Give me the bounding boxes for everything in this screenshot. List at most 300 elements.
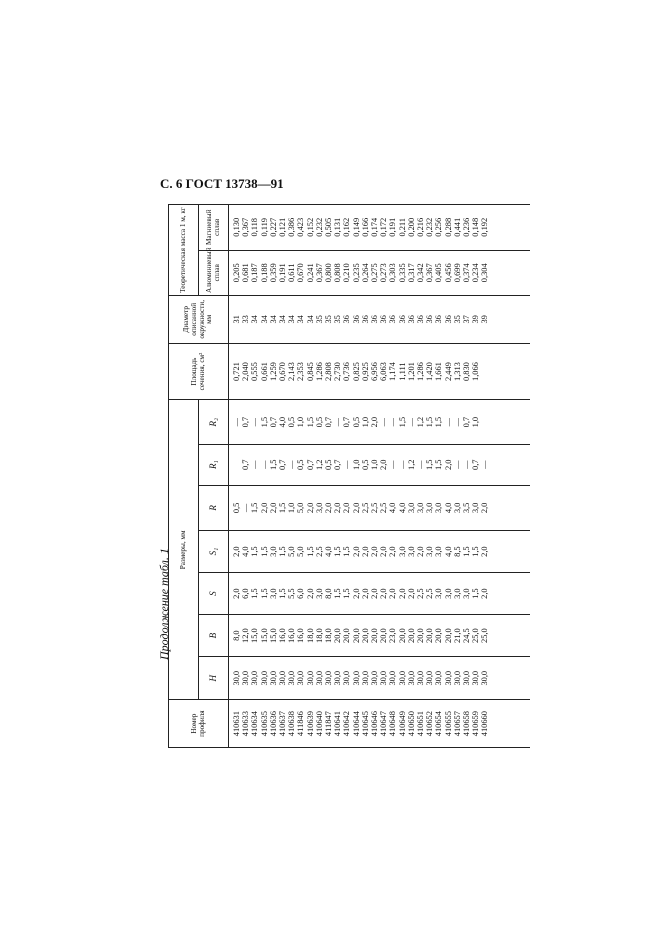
cell-al: 0,235 <box>351 263 361 283</box>
cell-profile-no: 410635 <box>259 711 269 737</box>
cell-r: 4,0 <box>397 502 407 514</box>
profile-table <box>168 204 530 748</box>
cell-b: 20,0 <box>434 628 444 643</box>
cell-profile-no: 410641 <box>333 711 343 737</box>
cell-b: 20,0 <box>416 628 426 643</box>
cell-b: 15,0 <box>259 628 269 643</box>
cell-mg: 0,162 <box>342 217 352 237</box>
cell-r: 3,0 <box>452 502 462 514</box>
cell-r1: 0,7 <box>241 459 251 470</box>
cell-al: 0,210 <box>342 263 352 283</box>
cell-al: 0,670 <box>296 263 306 283</box>
cell-b: 20,0 <box>443 628 453 643</box>
cell-profile-no: 410639 <box>305 711 315 737</box>
cell-b: 16,0 <box>296 628 306 643</box>
cell-profile-no: 410631 <box>232 711 241 737</box>
cell-b: 20,0 <box>333 628 343 643</box>
cell-s1: 1,5 <box>278 546 288 557</box>
cell-r2: 1,0 <box>360 416 370 428</box>
cell-area: 1,201 <box>406 362 416 381</box>
cell-profile-no: 410636 <box>268 711 278 737</box>
cell-s1: 4,0 <box>324 546 334 557</box>
cell-mg: 0,131 <box>333 217 343 237</box>
cell-al: 0,275 <box>370 263 380 283</box>
cell-s: 1,5 <box>471 588 481 599</box>
cell-profile-no: 410633 <box>241 711 251 737</box>
cell-s1: 5,0 <box>296 546 306 557</box>
cell-r1: — <box>416 460 426 469</box>
column-s <box>229 573 531 615</box>
cell-al: 0,205 <box>232 263 241 283</box>
cell-h: 30,0 <box>259 670 269 686</box>
cell-mg: 0,211 <box>397 218 407 237</box>
cell-r2: 0,7 <box>241 416 251 428</box>
cell-s1: 2,0 <box>416 546 426 557</box>
cell-profile-no: 410660 <box>480 711 490 737</box>
cell-h: 30,0 <box>370 670 380 686</box>
cell-r1: 1,5 <box>434 459 444 470</box>
cell-h: 30,0 <box>443 670 453 686</box>
cell-b: 25,0 <box>480 628 490 643</box>
cell-s: 2,0 <box>397 588 407 599</box>
cell-h: 30,0 <box>416 670 426 686</box>
cell-r: 3,0 <box>471 502 481 514</box>
cell-mg: 0,149 <box>351 217 361 237</box>
column-diameter <box>229 295 531 343</box>
cell-b: 15,0 <box>250 628 260 643</box>
cell-h: 30,0 <box>425 670 435 686</box>
cell-mg: 0,118 <box>250 218 260 237</box>
header-profile-no: Номер профиля <box>169 700 229 748</box>
cell-mg: 0,256 <box>434 217 444 237</box>
cell-r: 3,0 <box>406 502 416 514</box>
cell-h: 30,0 <box>342 670 352 686</box>
cell-r: 4,0 <box>443 502 453 514</box>
cell-r1: 0,7 <box>305 459 315 470</box>
cell-s1: 2,0 <box>370 546 380 557</box>
cell-diameter: 34 <box>287 315 297 324</box>
cell-s: 2,0 <box>406 588 416 599</box>
cell-profile-no: 410634 <box>250 711 260 737</box>
cell-s1: 3,0 <box>268 546 278 557</box>
cell-diameter: 36 <box>397 315 407 324</box>
cell-s: 2,5 <box>425 588 435 599</box>
cell-r2: 1,5 <box>425 416 435 428</box>
cell-r1 <box>232 447 241 483</box>
cell-s1: 2,0 <box>388 546 398 557</box>
cell-r2: — <box>406 417 416 427</box>
cell-s1: 1,5 <box>259 546 269 557</box>
cell-profile-no: 410645 <box>360 711 370 737</box>
cell-r1: 2,0 <box>443 459 453 470</box>
cell-area: 2,353 <box>296 362 306 381</box>
header-r: R <box>199 485 229 530</box>
cell-h: 30,0 <box>388 670 398 686</box>
cell-profile-no: 410646 <box>370 711 380 737</box>
cell-s1: 1,5 <box>342 546 352 557</box>
cell-r2: — <box>388 417 398 427</box>
cell-s: 1,5 <box>250 588 260 599</box>
cell-diameter: 34 <box>259 315 269 324</box>
cell-r1: 1,5 <box>268 459 278 470</box>
cell-area: 1,420 <box>425 362 435 381</box>
cell-al: 0,405 <box>434 263 444 283</box>
cell-s1: 2,5 <box>314 546 324 557</box>
cell-mg: 0,130 <box>232 217 241 237</box>
cell-s1: 1,5 <box>471 546 481 557</box>
cell-b: 20,0 <box>379 628 389 643</box>
cell-s: 1,5 <box>333 588 343 599</box>
cell-b: 18,0 <box>324 628 334 643</box>
cell-area: 1,661 <box>434 362 444 381</box>
cell-r1: — <box>287 460 297 469</box>
cell-diameter: 36 <box>443 315 453 324</box>
cell-area: 0,736 <box>342 362 352 381</box>
cell-b: 20,0 <box>351 628 361 643</box>
cell-mg: 0,232 <box>314 217 324 237</box>
cell-mg: 0,192 <box>480 217 490 237</box>
cell-profile-no: 411846 <box>296 711 306 737</box>
cell-r1: — <box>250 460 260 469</box>
column-s1 <box>229 531 531 573</box>
cell-r2: 2,0 <box>370 416 380 428</box>
cell-r2: 1,0 <box>296 416 306 428</box>
cell-diameter: 35 <box>333 315 343 324</box>
cell-area: 0,830 <box>462 362 472 381</box>
cell-mg: 0,367 <box>241 217 251 237</box>
cell-r2: — <box>452 417 462 427</box>
cell-diameter: 33 <box>241 315 251 324</box>
cell-s1: 2,0 <box>232 546 241 557</box>
cell-r: 2,0 <box>480 502 490 514</box>
cell-r: 4,0 <box>388 502 398 514</box>
cell-r1: 0,5 <box>360 459 370 470</box>
cell-r1: — <box>388 460 398 469</box>
cell-h: 30,0 <box>360 670 370 686</box>
cell-diameter: 36 <box>434 315 444 324</box>
cell-s: 2,0 <box>351 588 361 599</box>
cell-al: 0,304 <box>480 263 490 283</box>
cell-r: 3,0 <box>314 502 324 514</box>
column-r1 <box>229 444 531 485</box>
cell-r: 1,5 <box>278 502 288 514</box>
cell-r1: 1,0 <box>370 459 380 470</box>
cell-mg: 0,148 <box>471 217 481 237</box>
cell-profile-no: 410649 <box>397 711 407 737</box>
cell-s1: 3,0 <box>425 546 435 557</box>
cell-r1: 2,0 <box>379 459 389 470</box>
cell-r: 2,0 <box>268 502 278 514</box>
cell-r2: 1,5 <box>259 416 269 428</box>
cell-r1: 1,2 <box>406 459 416 470</box>
cell-r2: 0,7 <box>462 416 472 428</box>
cell-mg: 0,166 <box>360 217 370 237</box>
cell-r1: — <box>259 460 269 469</box>
cell-s: 2,0 <box>360 588 370 599</box>
cell-b: 23,0 <box>388 628 398 643</box>
cell-h: 30,0 <box>232 670 241 686</box>
cell-s: 2,5 <box>416 588 426 599</box>
cell-s1: 2,0 <box>379 546 389 557</box>
cell-r: 2,0 <box>351 502 361 514</box>
cell-h: 30,0 <box>480 670 490 686</box>
cell-diameter: 36 <box>388 315 398 324</box>
cell-s: 5,5 <box>287 588 297 599</box>
cell-r: 2,0 <box>305 502 315 514</box>
cell-r1: — <box>342 460 352 469</box>
cell-diameter: 31 <box>232 315 241 324</box>
cell-b: 21,0 <box>452 628 462 643</box>
cell-profile-no: 410655 <box>443 711 453 737</box>
cell-al: 0,234 <box>471 263 481 283</box>
cell-area: 1,111 <box>397 362 407 381</box>
cell-al: 0,317 <box>406 263 416 283</box>
cell-s: 1,5 <box>259 588 269 599</box>
cell-r1: 1,2 <box>314 459 324 470</box>
header-h: H <box>199 657 229 700</box>
cell-r: 3,5 <box>462 502 472 514</box>
cell-b: 24,5 <box>462 628 472 643</box>
cell-h: 30,0 <box>351 670 361 686</box>
cell-area: 2,808 <box>324 362 334 381</box>
cell-area: 2,449 <box>443 362 453 381</box>
cell-r1: 0,7 <box>333 459 343 470</box>
cell-r2: — <box>443 417 453 427</box>
cell-area: 2,040 <box>241 362 251 381</box>
cell-s: 3,0 <box>268 588 278 599</box>
cell-r: 2,0 <box>333 502 343 514</box>
cell-s: 8,0 <box>324 588 334 599</box>
cell-r: 2,0 <box>342 502 352 514</box>
cell-area: 1,174 <box>388 362 398 381</box>
cell-s1: 4,0 <box>443 546 453 557</box>
cell-r2: 1,5 <box>434 416 444 428</box>
cell-al: 0,303 <box>388 263 398 283</box>
cell-al: 0,681 <box>241 263 251 283</box>
cell-r: 3,0 <box>416 502 426 514</box>
header-r2: R₂ <box>199 400 229 444</box>
cell-r1: 0,5 <box>296 459 306 470</box>
cell-r1: 0,7 <box>278 459 288 470</box>
cell-diameter: 35 <box>324 315 334 324</box>
cell-profile-no: 410638 <box>287 711 297 737</box>
header-area: Площадь сечения, см² <box>169 343 229 400</box>
cell-diameter: 36 <box>406 315 416 324</box>
cell-profile-no: 410657 <box>452 711 462 737</box>
cell-r2: 1,5 <box>397 416 407 428</box>
cell-r: 2,5 <box>379 502 389 514</box>
cell-r: 2,0 <box>324 502 334 514</box>
cell-mg: 0,423 <box>296 217 306 237</box>
cell-r2: 1,2 <box>416 416 426 428</box>
cell-r: — <box>241 503 251 513</box>
cell-s1: 1,5 <box>305 546 315 557</box>
cell-diameter: 36 <box>379 315 389 324</box>
profile-table-wrapper <box>168 204 530 748</box>
cell-r: 2,5 <box>370 502 380 514</box>
cell-s: 2,0 <box>379 588 389 599</box>
cell-h: 30,0 <box>397 670 407 686</box>
cell-s1: 2,0 <box>480 546 490 557</box>
cell-s1: 1,5 <box>333 546 343 557</box>
cell-r2: — <box>232 417 241 427</box>
cell-diameter: 34 <box>268 315 278 324</box>
cell-al: 0,699 <box>452 263 462 283</box>
cell-al: 0,342 <box>416 263 426 283</box>
cell-profile-no: 410647 <box>379 711 389 737</box>
cell-s: 3,0 <box>443 588 453 599</box>
cell-h: 30,0 <box>333 670 343 686</box>
cell-s: 2,0 <box>388 588 398 599</box>
cell-s: 3,0 <box>452 588 462 599</box>
cell-h: 30,0 <box>452 670 462 686</box>
cell-s: 2,0 <box>370 588 380 599</box>
cell-r1: — <box>397 460 407 469</box>
cell-s: 2,0 <box>480 588 490 599</box>
cell-s1: 3,0 <box>406 546 416 557</box>
cell-h: 30,0 <box>250 670 260 686</box>
cell-b: 16,0 <box>287 628 297 643</box>
cell-r2: 0,7 <box>324 416 334 428</box>
column-h <box>229 657 531 700</box>
cell-s: 6,0 <box>241 588 251 599</box>
cell-diameter: 37 <box>462 315 472 324</box>
cell-h: 30,0 <box>241 670 251 686</box>
cell-h: 30,0 <box>278 670 288 686</box>
cell-diameter: 34 <box>305 315 315 324</box>
cell-diameter: 34 <box>296 315 306 324</box>
cell-r2: 1,5 <box>305 416 315 428</box>
cell-mg: 0,174 <box>370 217 380 237</box>
cell-s1: 2,0 <box>351 546 361 557</box>
cell-profile-no: 410648 <box>388 711 398 737</box>
cell-s1: 3,0 <box>434 546 444 557</box>
cell-mg: 0,216 <box>416 217 426 237</box>
page-header: С. 6 ГОСТ 13738—91 <box>160 176 284 191</box>
cell-diameter: 36 <box>416 315 426 324</box>
cell-area: 1,286 <box>416 362 426 381</box>
cell-mg: 0,505 <box>324 217 334 237</box>
cell-diameter: 35 <box>452 315 462 324</box>
cell-diameter: 39 <box>471 315 481 324</box>
cell-s1: 1,5 <box>250 546 260 557</box>
cell-diameter: 36 <box>425 315 435 324</box>
cell-diameter: 34 <box>278 315 288 324</box>
cell-mg: 0,288 <box>443 217 453 237</box>
cell-r1: — <box>452 460 462 469</box>
cell-h: 30,0 <box>287 670 297 686</box>
cell-al: 0,188 <box>259 263 269 283</box>
cell-r: 5,0 <box>296 502 306 514</box>
cell-al: 0,374 <box>462 263 472 283</box>
cell-mg: 0,119 <box>259 218 269 237</box>
cell-s1: 4,0 <box>241 546 251 557</box>
cell-s: 2,0 <box>232 588 241 599</box>
cell-s: 1,5 <box>278 588 288 599</box>
cell-s1: 8,5 <box>452 546 462 557</box>
cell-al: 0,273 <box>379 263 389 283</box>
cell-r2: 0,5 <box>287 416 297 428</box>
cell-b: 20,0 <box>406 628 416 643</box>
cell-b: 20,0 <box>425 628 435 643</box>
cell-area: 1,313 <box>452 362 462 381</box>
cell-r1: 0,5 <box>324 459 334 470</box>
column-profile-no <box>229 700 531 748</box>
cell-al: 0,808 <box>333 263 343 283</box>
cell-s1: 1,5 <box>462 546 472 557</box>
cell-r2: — <box>250 417 260 427</box>
cell-mg: 0,191 <box>388 217 398 237</box>
cell-diameter: 36 <box>370 315 380 324</box>
cell-r: 3,0 <box>425 502 435 514</box>
cell-al: 0,611 <box>287 263 297 283</box>
cell-area: 2,143 <box>287 362 297 381</box>
cell-al: 0,367 <box>314 263 324 283</box>
header-aluminium: Алюминиевый сплав <box>199 250 229 295</box>
cell-r1: — <box>480 460 490 469</box>
cell-diameter: 35 <box>314 315 324 324</box>
table-caption: Продолжение табл. 1 <box>157 548 171 660</box>
cell-r2: 0,7 <box>268 416 278 428</box>
cell-h: 30,0 <box>324 670 334 686</box>
cell-profile-no: 410640 <box>314 711 324 737</box>
cell-h: 30,0 <box>406 670 416 686</box>
cell-h: 30,0 <box>268 670 278 686</box>
cell-al: 0,456 <box>443 263 453 283</box>
cell-area: 0,661 <box>259 362 269 381</box>
cell-r: 3,0 <box>434 502 444 514</box>
header-diameter: Диаметр описанной окружности, мм <box>169 295 229 343</box>
cell-diameter: 36 <box>351 315 361 324</box>
cell-diameter: 36 <box>360 315 370 324</box>
cell-profile-no: 410658 <box>462 711 472 737</box>
cell-profile-no: 411847 <box>324 711 334 737</box>
cell-al: 0,335 <box>397 263 407 283</box>
cell-s: 3,0 <box>462 588 472 599</box>
cell-area: 0,845 <box>305 362 315 381</box>
cell-r2: 1,0 <box>471 416 481 428</box>
cell-b: 20,0 <box>360 628 370 643</box>
cell-area: 0,555 <box>250 362 260 381</box>
cell-mg: 0,232 <box>425 217 435 237</box>
cell-profile-no: 410651 <box>416 711 426 737</box>
cell-s1: 5,0 <box>287 546 297 557</box>
cell-mg: 0,200 <box>406 217 416 237</box>
header-s1: S₁ <box>199 531 229 573</box>
cell-h: 30,0 <box>305 670 315 686</box>
cell-mg: 0,172 <box>379 217 389 237</box>
cell-area: 0,925 <box>360 362 370 381</box>
cell-b: 20,0 <box>370 628 380 643</box>
cell-area <box>480 346 489 398</box>
cell-diameter: 36 <box>342 315 352 324</box>
cell-al: 0,191 <box>278 263 288 283</box>
cell-al: 0,187 <box>250 263 260 283</box>
cell-b: 25,0 <box>471 628 481 643</box>
cell-area: 6,956 <box>370 362 380 381</box>
cell-r: 2,5 <box>360 502 370 514</box>
cell-h: 30,0 <box>314 670 324 686</box>
cell-r2: 0,7 <box>342 416 352 428</box>
cell-h: 30,0 <box>379 670 389 686</box>
column-area <box>229 343 531 400</box>
column-r <box>229 485 531 530</box>
header-dimensions: Размеры, мм <box>169 400 199 700</box>
header-magnesium: Магниевый сплав <box>199 205 229 251</box>
cell-area: 0,670 <box>278 362 288 381</box>
header-b: B <box>199 615 229 657</box>
cell-mg: 0,441 <box>452 217 462 237</box>
